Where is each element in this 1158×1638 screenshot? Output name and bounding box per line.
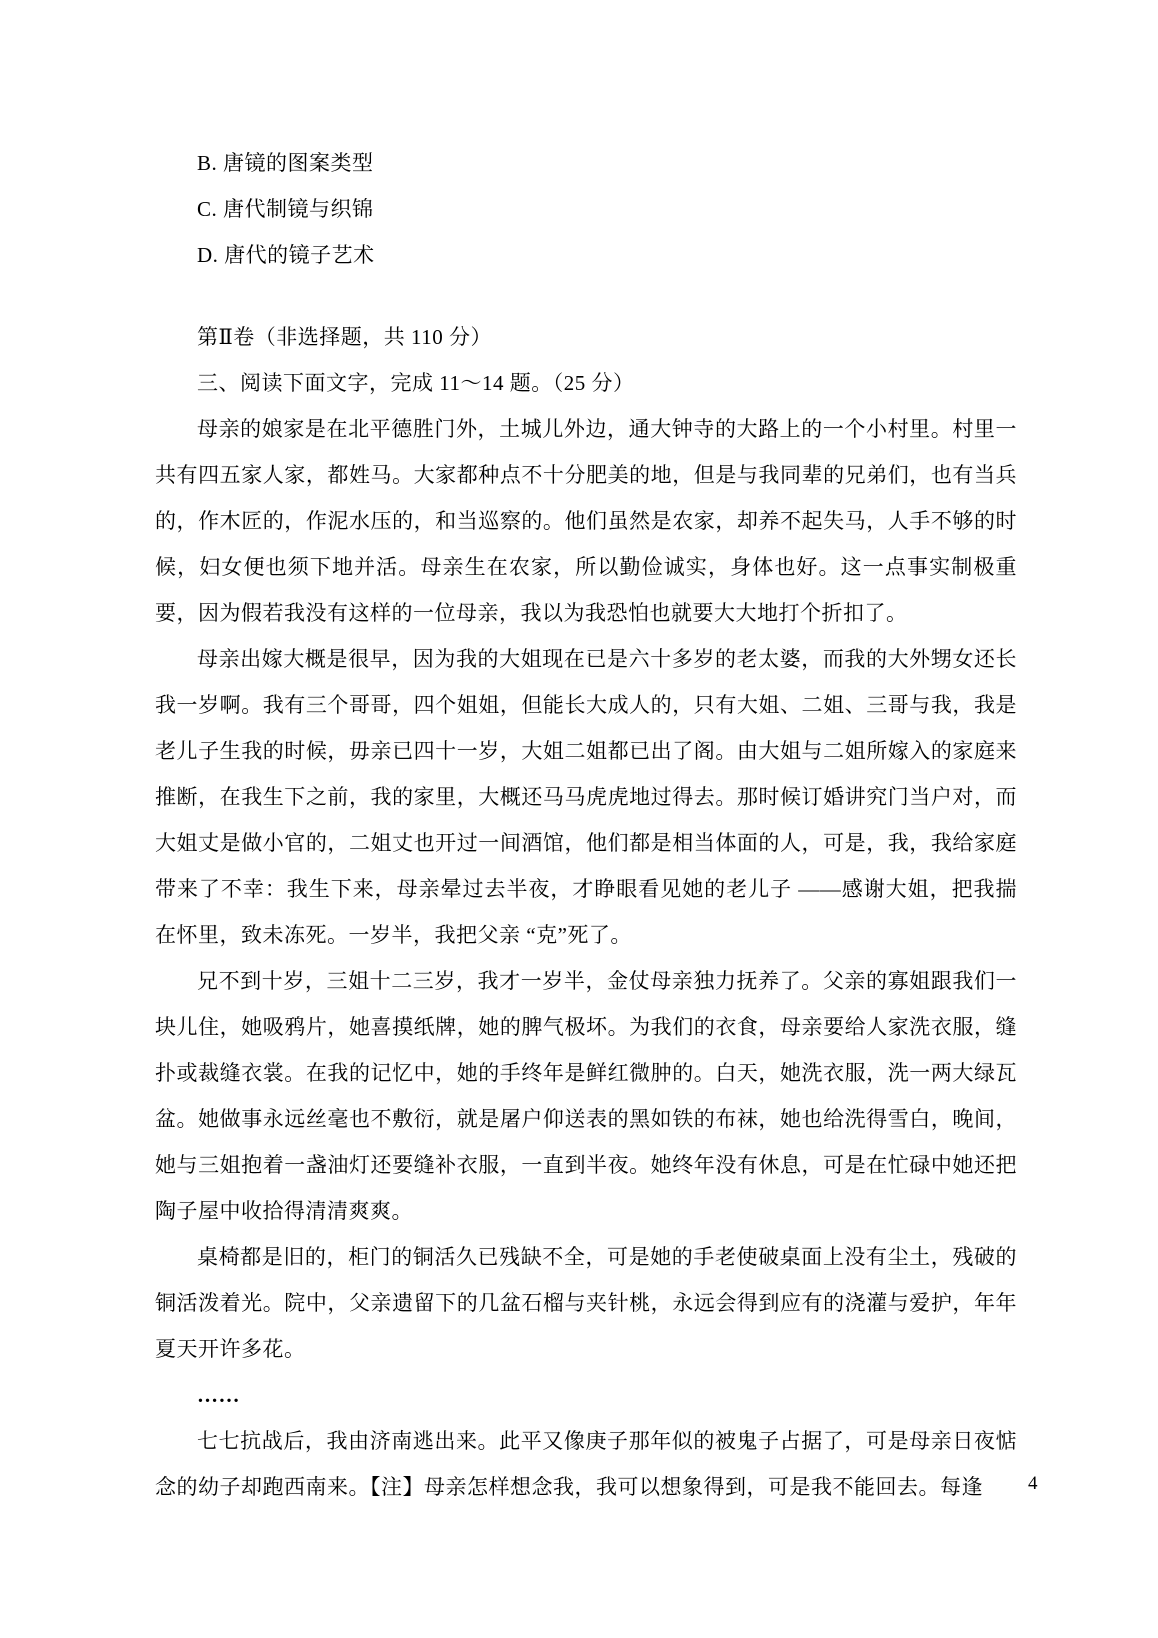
section-ii-header: 第Ⅱ卷（非选择题，共 110 分） bbox=[197, 325, 492, 349]
passage-paragraph-5: 七七抗战后，我由济南逃出来。此平又像庚子那年似的被鬼子占据了，可是母亲日夜惦念的幼子却跑西南来。【注】母亲怎样想念我，我可以想象得到，可是我不能回去。每逢 bbox=[155, 1429, 1017, 1499]
reading-instruction: 三、阅读下面文字，完成 11～14 题。（25 分） bbox=[197, 371, 635, 395]
text-column bbox=[155, 140, 1017, 1510]
choice-option-d: D. 唐代的镜子艺术 bbox=[197, 243, 375, 267]
passage-paragraph-1: 母亲的娘家是在北平德胜门外，土城儿外边，通大钟寺的大路上的一个小村里。村里一共有四五家人家，都姓马。大家都种点不十分肥美的地，但是与我同辈的兄弟们，也有当兵的，作木匠的，作泥水压的，和当巡察的。他们虽然是农家，却养不起失马，人手不够的时候，妇女便也须下地并活。母亲生在农家，所以勤俭诚实，身体也好。这一点事实制极重要，因为假若我没有这样的一位母亲，我以为我恐怕也就要大大地打个折扣了。 bbox=[155, 417, 1017, 625]
ellipsis-line: …… bbox=[197, 1383, 240, 1407]
passage-paragraph-2: 母亲出嫁大概是很早，因为我的大姐现在已是六十多岁的老太婆，而我的大外甥女还长我一岁啊。我有三个哥哥，四个姐姐，但能长大成人的，只有大姐、二姐、三哥与我，我是老儿子生我的时候，毋亲已四十一岁，大姐二姐都已出了阁。由大姐与二姐所嫁入的家庭来推断，在我生下之前，我的家里，大概还马马虎虎地过得去。那时候订婚讲究门当户对，而大姐丈是做小官的，二姐丈也开过一间酒馆，他们都是相当体面的人，可是，我，我给家庭带来了不幸：我生下来，母亲晕过去半夜，才睁眼看见她的老儿子 ——感谢大姐，把我揣在怀里，致未冻死。一岁半，我把父亲 “克”死了。 bbox=[155, 647, 1017, 947]
page-number: 4 bbox=[1028, 1473, 1038, 1494]
choice-option-c: C. 唐代制镜与织锦 bbox=[197, 197, 374, 221]
passage-paragraph-3: 兄不到十岁，三姐十二三岁，我才一岁半，金仗母亲独力抚养了。父亲的寡姐跟我们一块儿住，她吸鸦片，她喜摸纸牌，她的脾气极坏。为我们的衣食，母亲要给人家洗衣服，缝扑或裁缝衣裳。在我的记忆中，她的手终年是鲜红微肿的。白天，她洗衣服，洗一两大绿瓦盆。她做事永远丝毫也不敷衍，就是屠户仰送表的黑如铁的布袜，她也给洗得雪白，晚间，她与三姐抱着一盏油灯还要缝补衣服，一直到半夜。她终年没有休息，可是在忙碌中她还把陶子屋中收拾得清清爽爽。 bbox=[155, 969, 1017, 1223]
choice-option-b: B. 唐镜的图案类型 bbox=[197, 151, 374, 175]
passage-paragraph-4: 桌椅都是旧的，柜门的铜活久已残缺不全，可是她的手老使破桌面上没有尘土，残破的铜活泼着光。院中，父亲遗留下的几盆石榴与夹针桃，永远会得到应有的浇灌与爱护，年年夏天开许多花。 bbox=[155, 1245, 1017, 1361]
